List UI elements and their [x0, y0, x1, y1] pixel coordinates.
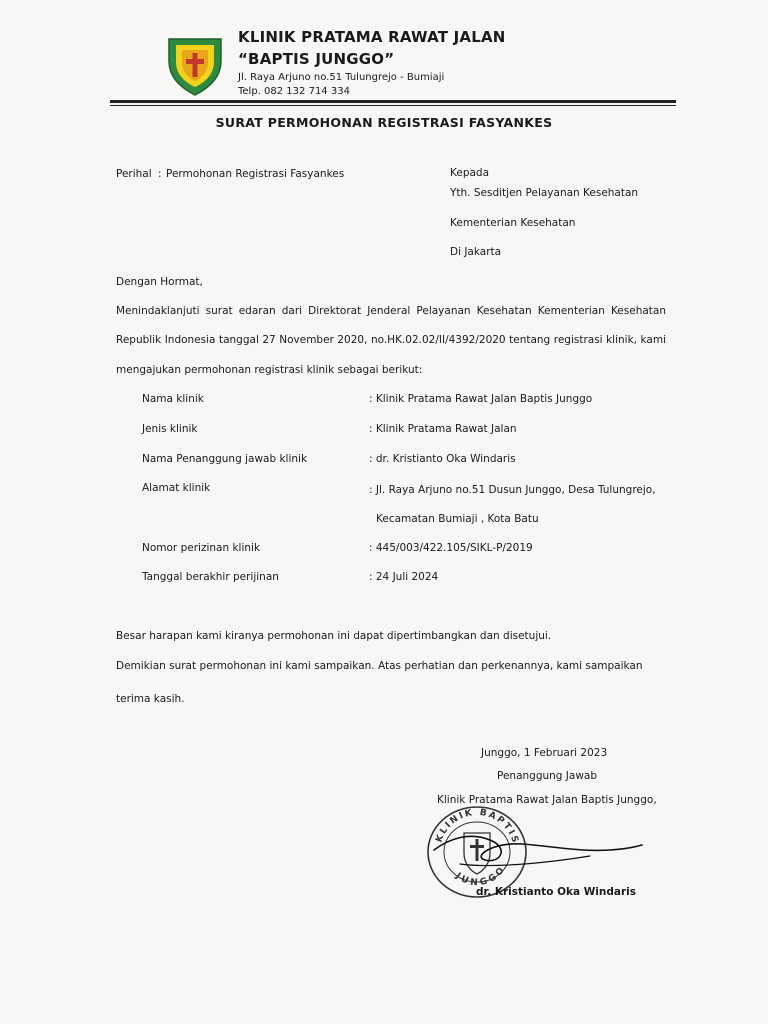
handwritten-signature	[430, 820, 645, 880]
intro-line: Republik Indonesia tanggal 27 November 2020, no.HK.02.02/II/4392/2020 tentang registrasi klinik, kami	[116, 334, 666, 346]
subject-label: Perihal	[116, 168, 152, 180]
detail-label: Tanggal berakhir perijinan	[142, 571, 279, 583]
svg-text:JUNGGO: JUNGGO	[453, 863, 509, 889]
detail-label: Nama Penanggung jawab klinik	[142, 453, 308, 465]
letterhead-divider-thin	[110, 105, 676, 106]
closing-line: terima kasih.	[116, 693, 185, 705]
place-date: Junggo, 1 Februari 2023	[481, 747, 608, 759]
detail-value-continued: Kecamatan Bumiaji , Kota Batu	[376, 513, 539, 525]
document-title: SURAT PERMOHONAN REGISTRASI FASYANKES	[215, 115, 553, 130]
recipient-line: Di Jakarta	[450, 246, 502, 258]
letterhead-divider	[110, 100, 676, 103]
closing-line: Besar harapan kami kiranya permohonan ini dapat dipertimbangkan dan disetujui.	[116, 630, 552, 642]
detail-value: : 24 Juli 2024	[369, 571, 439, 583]
clinic-subtitle: “BAPTIS JUNGGO”	[238, 50, 395, 68]
recipient-line: Kementerian Kesehatan	[450, 217, 576, 229]
intro-line: mengajukan permohonan registrasi klinik sebagai berikut:	[116, 364, 423, 376]
detail-value: : Klinik Pratama Rawat Jalan Baptis Junggo	[369, 393, 593, 405]
subject-value: Permohonan Registrasi Fasyankes	[166, 168, 345, 180]
recipient-line: Yth. Sesditjen Pelayanan Kesehatan	[450, 187, 639, 199]
clinic-phone: Telp. 082 132 714 334	[238, 86, 350, 97]
detail-value: : dr. Kristianto Oka Windaris	[369, 453, 516, 465]
detail-label: Jenis klinik	[142, 423, 198, 435]
detail-value: : 445/003/422.105/SIKL-P/2019	[369, 542, 533, 554]
detail-label: Nama klinik	[142, 393, 204, 405]
clinic-logo-icon	[163, 33, 227, 97]
svg-text:KLINIK BAPTIS: KLINIK BAPTIS	[434, 807, 521, 846]
subject-separator: :	[158, 168, 162, 180]
intro-line: Menindaklanjuti surat edaran dari Direktorat Jenderal Pelayanan Kesehatan Kementerian Kesehatan	[116, 305, 666, 317]
clinic-name: KLINIK PRATAMA RAWAT JALAN	[238, 28, 506, 46]
greeting: Dengan Hormat,	[116, 276, 203, 288]
recipient-line: Kepada	[450, 167, 490, 179]
clinic-address: Jl. Raya Arjuno no.51 Tulungrejo - Bumiaji	[238, 72, 445, 83]
detail-label: Nomor perizinan klinik	[142, 542, 261, 554]
detail-value: : Klinik Pratama Rawat Jalan	[369, 423, 517, 435]
detail-label: Alamat klinik	[142, 482, 211, 494]
signer-role: Penanggung Jawab	[497, 770, 598, 782]
signer-organization: Klinik Pratama Rawat Jalan Baptis Junggo,	[437, 794, 657, 806]
detail-value: : Jl. Raya Arjuno no.51 Dusun Junggo, Desa Tulungrejo,	[369, 484, 656, 496]
closing-line: Demikian surat permohonan ini kami sampaikan. Atas perhatian dan perkenannya, kami sampaikan	[116, 660, 643, 672]
signer-name: dr. Kristianto Oka Windaris	[476, 886, 637, 898]
